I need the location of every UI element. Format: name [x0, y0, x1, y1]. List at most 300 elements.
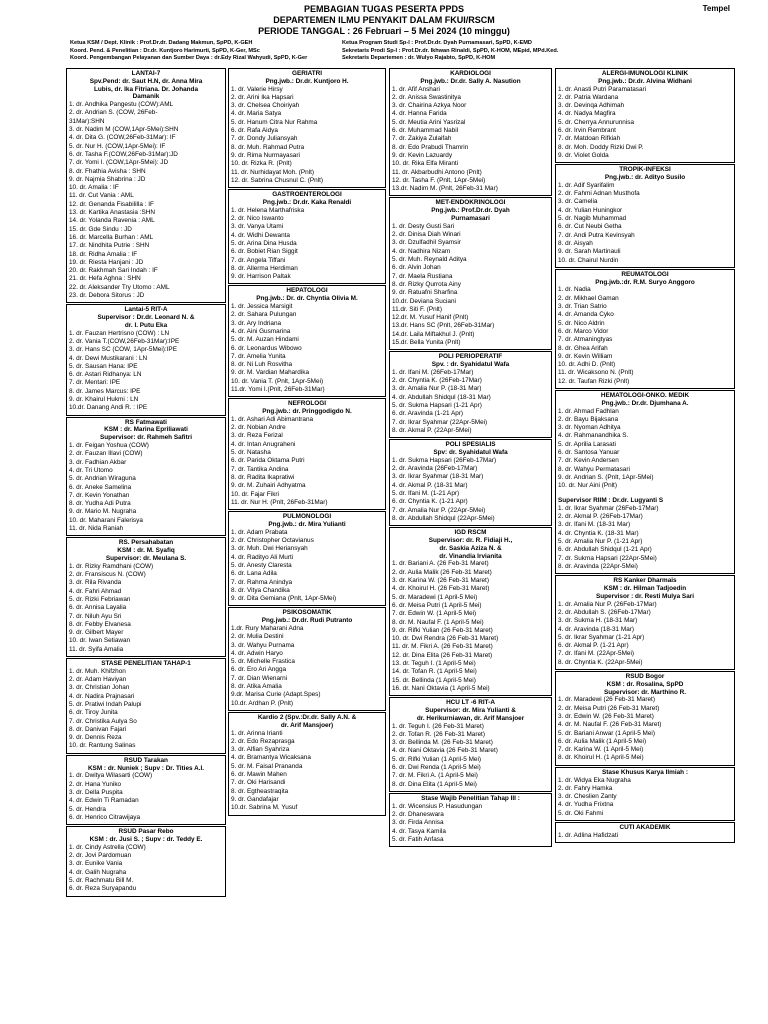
- participant-item: 1. dr. Sukma Hapsari (26Feb-17Mar): [392, 456, 497, 464]
- section-supervisor: dr. Saskia Aziza N. &: [439, 544, 502, 552]
- participant-item: 9. dr. Rima Nurmayasari: [231, 151, 300, 159]
- participant-item: 10.dr. Deviana Suciani: [392, 297, 456, 305]
- participant-item: 5. dr. Nagib Muhammad: [558, 215, 627, 223]
- participant-item: 10. dr. Adhi D. (Pnlt): [558, 361, 616, 369]
- participant-item: 9. dr. Dita Gemiana (Pnlt, 1Apr-5Mei): [231, 595, 337, 603]
- participant-item: 5. dr. Muh. Reynald Aditya: [392, 256, 467, 264]
- participant-item: 9. dr. M. Vardian Mahardika: [231, 369, 310, 377]
- participant-item: 9. dr. Sarah Martinauli: [558, 248, 621, 256]
- participant-item: 3. dr. Nadim M (COW,1Apr-5Mei):SHN: [69, 126, 179, 134]
- participant-item: 1. dr. Ashari Adi Abimantrana: [231, 415, 314, 423]
- participant-item: 6. dr. Tiroy Junita: [69, 709, 118, 717]
- participant-item: 2. dr. Chyntia K. (26Feb-17Mar): [392, 377, 482, 385]
- participant-item: 9. dr. M. Zuhairi Adhyatma: [231, 482, 306, 490]
- participant-item: 8. dr. Moh. Doddy Rizki Dwi P.: [558, 143, 644, 151]
- participant-item: 13. dr. Teguh I. (1 April-5 Mei): [392, 659, 476, 667]
- section-title: RSUD Pasar Rebo: [118, 828, 174, 836]
- participant-item: 3. dr. Sukma H. (18-31 Mar): [558, 617, 638, 625]
- participant-item: 8. dr. Aisyah: [558, 239, 593, 247]
- rotation-section: [228, 398, 386, 510]
- staff-info-cell: Sekretaris Departemen : dr. Wulyo Rajabto, SpPD, K-HOM: [342, 55, 496, 62]
- section-title: RSUD Bogor: [625, 672, 665, 680]
- staff-info-row: [70, 40, 750, 48]
- participant-item: 6. dr. Abdullah Shidqul (1-21 Apr): [558, 546, 652, 554]
- participant-item: 6. dr. Meisa Putri (1 April-5 Mei): [392, 601, 482, 609]
- document-header: [0, 4, 768, 37]
- participant-item: 1. dr. Valerie Hirsy: [231, 85, 283, 93]
- participant-item: 2. dr. Bayu Bijaksana: [558, 415, 619, 423]
- column-4: [555, 68, 735, 844]
- section-title: REUMATOLOGI: [621, 270, 669, 278]
- participant-item: 3. dr. Bellinda M. (26 Feb-31 Maret): [392, 739, 493, 747]
- participant-item: 16. dr. Nani Oktavia (1 April-5 Mei): [392, 684, 490, 692]
- participant-item: 7. dr. Christika Aulya So: [69, 717, 137, 725]
- participant-item: 14. dr. Yolanda Ravenia : AML: [69, 217, 155, 225]
- participant-item: 10. dr. Nur Aini (Pnlt): [558, 482, 617, 490]
- section-supervisor: dr. I. Putu Eka: [124, 321, 168, 329]
- section-supervisor: Supervisor: dr. Mira Yulianti &: [425, 706, 516, 714]
- participant-item: 3. dr. Chairina Azkya Noor: [392, 102, 467, 110]
- participant-item: 4. dr. Nadya Magfira: [558, 110, 616, 118]
- participant-item: 4. dr. Yulian Huningkor: [558, 206, 623, 214]
- section-title: Stase Wajib Penelitian Tahap III :: [421, 794, 520, 802]
- participant-item: 2. dr. Dinisa Diah Winari: [392, 231, 461, 239]
- participant-item: 2. dr. Fahry Hamka: [558, 784, 613, 792]
- participant-item: 3. dr. Reza Ferizal: [231, 432, 283, 440]
- participant-item: 5. dr. Amalia Nur P. (1-21 Apr): [558, 538, 643, 546]
- participant-item: 3. dr. Amalia Nur P. (18-31 Mar): [392, 385, 482, 393]
- section-title: RSUD Tarakan: [124, 756, 168, 764]
- participant-item: 6. dr. Leonardus Wibowo: [231, 344, 302, 352]
- participant-item: 9. dr. Harrison Paltak: [231, 273, 291, 281]
- participant-item: 9. dr. Gilbert Mayer: [69, 629, 124, 637]
- participant-item: 3. dr. Muh. Dwi Heriansyah: [231, 545, 308, 553]
- participant-item: 7. dr. Karina W. (1 April-5 Mei): [558, 746, 644, 754]
- participant-item: 3. dr. Edwin W. (26 Feb-31 Maret): [558, 712, 654, 720]
- staff-info: [70, 40, 750, 63]
- participant-item: 8. dr. Allerma Herdiman: [231, 264, 298, 272]
- participant-item: 10.dr. Ardhan P. (Pnlt): [231, 699, 294, 707]
- participant-item: 8. dr. Vitya Chandika: [231, 586, 290, 594]
- section-supervisor: Supervisor : dr. Resti Mulya Sari: [595, 592, 695, 600]
- participant-item: 2. dr. Edo Rezaprasga: [231, 737, 295, 745]
- participant-item: 5. dr. Natasha: [231, 449, 271, 457]
- section-supervisor: Purnamasari: [451, 215, 490, 223]
- participant-item: 6. dr. Akmal P. (1-21 Apr): [558, 642, 629, 650]
- section-supervisor: KSM : dr. Nuniek ; Supv : Dr. Tities A.I.: [87, 764, 205, 772]
- participant-item: 1. dr. Anasti Putri Paramatasari: [558, 85, 647, 93]
- participant-item: 7. dr. Zakiya Zulaifah: [392, 135, 452, 143]
- staff-info-row: [70, 48, 750, 56]
- participant-item: 3. dr. Rila Rivanda: [69, 579, 122, 587]
- participant-item: 6. dr. Marco Vidor: [558, 327, 609, 335]
- section-supervisor: KSM : dr. Hilman Tadjoedin: [603, 585, 687, 593]
- participant-item: 6. dr. Muhammad Nabil: [392, 127, 459, 135]
- participant-item: 7. dr. Oki Harisandi: [231, 779, 286, 787]
- participant-item: 9. dr. Najmia Shabrina : JD: [69, 175, 146, 183]
- participant-item: 9. dr. Violet Golda: [558, 151, 609, 159]
- participant-item: 9. dr. Kevin Lazuardy: [392, 151, 453, 159]
- participant-item: 2. dr. Vania T.(COW,26Feb-31Mar):IPE: [69, 338, 180, 345]
- participant-item: 7. dr. Amalia Nur P. (22Apr-5Mei): [392, 506, 486, 514]
- participant-item: 9. dr. Ratuafni Sharfina: [392, 289, 458, 297]
- section-title: NEFROLOGI: [288, 400, 326, 408]
- participant-item: 4. dr. Dewi Mustikarani : LN: [69, 354, 148, 362]
- participant-item: 1. dr. Maradewi (26 Feb-31 Maret): [558, 696, 655, 704]
- participant-item: 11. dr. Syifa Amalia: [69, 645, 124, 653]
- participant-item: 9. dr. Mario M. Nugraha: [69, 508, 137, 516]
- participant-item: 10. dr. Vania T. (Pnlt, 1Apr-5Mei): [231, 377, 324, 385]
- participant-item: 11.dr. Yomi I.(Pnlt, 26Feb-31Mar): [231, 385, 325, 393]
- participant-item: 12. dr. Taufan Rizki (Pnlt): [558, 377, 630, 385]
- participant-item: 11. dr. Cut Vania : AML: [69, 192, 134, 200]
- participant-item: 1. dr. Adlina Hafidzati: [558, 831, 619, 839]
- section-supervisor: Png.jwb.: dr. Adityo Susilo: [604, 174, 686, 182]
- participant-item: 2. dr. Aulia Malik (26 Feb-31 Maret): [392, 568, 492, 576]
- rotation-section: [228, 511, 386, 606]
- participant-item: 7. dr. Mentari: IPE: [69, 379, 121, 387]
- participant-item: 6. dr. Santosa Yanuar: [558, 449, 620, 457]
- column-2: [228, 68, 386, 817]
- section-supervisor: KSM : dr. Rosalina, SpPD: [606, 680, 684, 688]
- rotation-section: [389, 351, 552, 438]
- participant-item: 8. dr. Ghea Arifah: [558, 344, 608, 352]
- participant-item: 3. dr. Fadhian Akbar: [69, 458, 127, 466]
- participant-item: 3. dr. Nyoman Adhitya: [558, 424, 621, 432]
- participant-item: 1. dr. Cindy Astrella (COW): [69, 843, 146, 851]
- section-supervisor: Supervisor: dr. Marthino R.: [603, 688, 687, 696]
- participant-item: 4. dr. Yudha Frixtna: [558, 801, 614, 809]
- participant-item: 5. dr. Meutia Arini Yasrizal: [392, 118, 466, 126]
- participant-item: 10. dr. Rizka R. (Pnlt): [231, 160, 292, 168]
- section-supervisor: Png.jwb.: dr. Pringgodigdo N.: [262, 408, 352, 416]
- section-supervisor: Png.jwb.: Dr.dr. Djumhana A.: [601, 399, 689, 407]
- participant-item: 4. dr. Widhi Dewanta: [231, 231, 290, 239]
- participant-item: 9. dr. Khairul Hukmi : LN: [69, 396, 139, 404]
- participant-item: 1. dr. Helena Marthafriska: [231, 206, 305, 214]
- participant-item: 10.dr. Sabrina M. Yusuf: [231, 804, 298, 812]
- participant-item: 5. dr. Maradewi (1 April-5 Mei): [392, 593, 478, 601]
- participant-item: 3. dr. Ary Indriana: [231, 319, 282, 327]
- participant-item: 2. dr. Abdullah S. (26Feb-17Mar): [558, 608, 651, 616]
- participant-item: 5. dr. Michelle Frastica: [231, 658, 295, 666]
- section-title: KARDIOLOGI: [450, 70, 491, 77]
- participant-item: 4. dr. Chyntia K. (18-31 Mar): [558, 529, 639, 537]
- participant-item: 8. dr. Dina Elita (1 April-5 Mei): [392, 780, 477, 788]
- section-title: IGD RSCM: [454, 529, 487, 537]
- participant-item: 6. dr. Reza Suryapandu: [69, 885, 137, 893]
- participant-item: 2. dr. Tofan R. (26 Feb-31 Maret): [392, 730, 485, 738]
- section-title: GASTROENTEROLOGI: [272, 191, 342, 199]
- participant-item: 4. dr. Aini Gusmarina: [231, 327, 291, 335]
- section-title: MET-ENDOKRINOLOGI: [435, 199, 506, 207]
- participant-item: 6. dr. Irvin Rembrant: [558, 127, 616, 135]
- participant-item: 7. dr. Kevin Andersen: [558, 457, 619, 465]
- tempel-label: Tempel: [702, 4, 730, 13]
- participant-item: 5. dr. Bariani Anwar (1 April-5 Mei): [558, 729, 655, 737]
- participant-item: 5. dr. Rachmatu Bill M.: [69, 876, 134, 884]
- participant-item: 1. dr. Afif Anshari: [392, 85, 440, 93]
- section-supervisor: Supervisor: dr. Meulana S.: [105, 554, 187, 562]
- participant-item: 8. dr. Rizky Qurrota Ainy: [392, 280, 461, 288]
- participant-item: 7. dr. Sukma Hapsari (22Apr-5Mei): [558, 554, 657, 562]
- participant-item: 4. dr. Intan Anugraheni: [231, 440, 296, 448]
- participant-item: 10. dr. Iwan Setiawan: [69, 637, 131, 645]
- section-title: HCU LT -6 RIT-A: [446, 699, 495, 707]
- participant-item: 7. dr. Edwin W. (1 April-5 Mei): [392, 610, 477, 618]
- participant-item: 2. dr. Nobian Andre: [231, 424, 286, 432]
- participant-item: 10. dr. Rika Elfa Miranti: [392, 160, 459, 168]
- column-3: [389, 68, 552, 848]
- doc-title: PEMBAGIAN TUGAS PESERTA PPDS: [303, 4, 465, 14]
- participant-item: 4. dr. Khoirul H. (26 Feb-31 Maret): [392, 585, 490, 593]
- participant-item: 7. dr. Niluh Ayu Sri: [69, 612, 122, 620]
- participant-item: 8. dr. Akmal P. (22Apr-5Mei): [392, 426, 472, 434]
- participant-item: 6. dr. Chyntia K. (1-21 Apr): [392, 498, 468, 506]
- participant-item: 4. dr. Nani Oktavia (26 Feb-31 Maret): [392, 747, 498, 755]
- participant-item: 3. dr. Camelia: [558, 198, 598, 206]
- section-supervisor: Spv. : dr. Syahidatul Wafa: [431, 361, 510, 369]
- participant-item: 11. dr. Nurhidayat Moh. (Pnlt): [231, 168, 314, 176]
- rotation-section: [228, 68, 386, 188]
- participant-item: 7. dr. Matdoan Rifkiah: [558, 135, 621, 143]
- participant-item: 2. dr. Mulia Destini: [231, 633, 284, 641]
- section-title: RS Kanker Dharmais: [613, 577, 677, 585]
- participant-item: 1. dr. Nadia: [558, 286, 591, 294]
- staff-info-cell: Koord. Pend. & Penelitian : Dr.dr. Kuntjoro Harimurti, SpPD, K-Ger, MSc: [70, 47, 260, 54]
- participant-item: 13. dr. Kartika Anastasia :SHN: [69, 209, 155, 217]
- participant-item: 6. dr. Ero Ari Angga: [231, 666, 287, 674]
- participant-item: 6. dr. Mawin Mahen: [231, 771, 287, 779]
- participant-item: 8. dr. Edo Prabudi Thamrin: [392, 143, 469, 151]
- participant-item: 4. dr. Edwin Ti Ramadan: [69, 797, 139, 805]
- section-title: ALERGI-IMUNOLOGI KLINIK: [601, 70, 689, 77]
- participant-item: 5. dr. Nico Aldrin: [558, 319, 605, 327]
- rotation-section: [66, 68, 226, 303]
- participant-item: 9. dr. Dennis Reza: [69, 734, 122, 742]
- participant-item: 4. dr. Radityo Ali Murti: [231, 553, 294, 561]
- participant-item: 2. dr. Fauzan Illavi (COW): [69, 450, 143, 458]
- participant-item: 6. dr. Astari Ridhanya: LN: [69, 371, 142, 379]
- participant-item: 8. dr. Aravinda (22Apr-5Mei): [558, 562, 638, 570]
- participant-item: 1. dr. Jessica Marsigit: [231, 303, 293, 311]
- participant-item: 7. dr. Yomi I. (COW,1Apr-5Mei): JD: [69, 159, 169, 167]
- participant-item: 1. dr. Fauzan Hertrisno (COW) : LN: [69, 329, 170, 337]
- participant-item: 7. dr. Maela Rustiana: [392, 272, 453, 280]
- rotation-section: [389, 439, 552, 526]
- rotation-section: [228, 189, 386, 284]
- participant-item: 8. dr. Khoirul H. (1 April-5 Mei): [558, 754, 644, 762]
- participant-item: 1. dr. Widya Eka Nugraha: [558, 776, 631, 784]
- participant-item: 6. dr. Aravinda (1-21 Apr): [392, 410, 464, 418]
- participant-item: 2. dr. Akmal P. (26Feb-17Mar): [558, 513, 643, 521]
- section-supervisor: Supervisor: dr. R. Fidiaji H.,: [428, 537, 513, 545]
- rotation-section: [555, 269, 735, 389]
- section-title: CUTI AKADEMIK: [619, 824, 671, 832]
- period-title: PERIODE TANGGAL : 26 Februari – 5 Mei 2024 (10 minggu): [258, 26, 510, 36]
- participant-item: 3. dr. Ikrar Syahmar (18-31 Mar): [392, 473, 484, 481]
- participant-item: 11. dr. Nur H. (Pnlt, 26Feb-31Mar): [231, 498, 328, 506]
- participant-item: 5. dr. Pratiwi Indah Palupi: [69, 700, 142, 708]
- participant-item: 5. dr. M. Faisal Prananda: [231, 762, 303, 770]
- section-supervisor: Png.jwb.: dr. Mira Yulianti: [268, 520, 346, 528]
- section-title: TROPIK-INFEKSI: [619, 166, 671, 174]
- participant-item: 4. dr. Bramantya Wicaksana: [231, 754, 311, 762]
- participant-item: 10. dr. Rantung Salinas: [69, 742, 136, 750]
- participant-item: 11. dr. Nida Raniah: [69, 525, 124, 533]
- participant-item: 7. dr. Andi Putra Kevinsyah: [558, 231, 635, 239]
- participant-item: 8. dr. Wahyu Permatasari: [558, 465, 630, 473]
- participant-item: 6. dr. Rafa Aidya: [231, 127, 278, 135]
- participant-item: 17. dr. Nindhita Putrie : SHN: [69, 242, 150, 250]
- participant-item: 6. dr. Tasha F.(COW,26Feb-31Mar):JD: [69, 150, 178, 158]
- participant-item: 6. dr. Bobiet Rian Siggit: [231, 248, 298, 256]
- participant-item: 8. dr. Atika Amalia: [231, 683, 282, 691]
- participant-item: 14. dr. Tofan R. (1 April-5 Mei): [392, 668, 477, 676]
- participant-item: 8. dr. Danivan Fajari: [69, 725, 127, 733]
- rotation-section: [555, 767, 735, 821]
- participant-item: 8. dr. Muh. Rahmad Putra: [231, 143, 305, 151]
- participant-item: 6. dr. Henrico Citrawijaya: [69, 813, 141, 821]
- staff-info-cell: Koord. Pengembangan Pelayanan dan Sumber Daya : dr.Edy Rizal Wahyudi, SpPD, K-Ger: [70, 55, 308, 62]
- participant-item: 1. dr. Rizky Ramdhani (COW): [69, 562, 154, 570]
- section-supervisor: Png.jwb.:dr. R.M. Suryo Anggoro: [595, 278, 695, 286]
- rotation-section: [66, 537, 226, 657]
- rotation-section: [66, 826, 226, 896]
- participant-item: 1. dr. Dwitya Wilasarti (COW): [69, 772, 153, 780]
- section-supervisor: Spv: dr. Syahidatul Wafa: [433, 449, 508, 457]
- section-supervisor: Png.jwb.: Dr.dr. Rudi Putranto: [261, 617, 353, 625]
- staff-info-cell: Ketua Program Studi Sp-I : Prof.Dr.dr. Dyah Purnamasari, SpPD, K-EMD: [342, 40, 532, 46]
- section-supervisor: Png.jwb.: Prof.Dr.dr. Dyah: [431, 207, 510, 215]
- participant-item: 5. dr. Andrian Wiraguna: [69, 475, 136, 483]
- rotation-section: [555, 822, 735, 843]
- participant-item: 1. dr. Wicensius P. Hasudungan: [392, 802, 483, 810]
- participant-item: 2. dr. Sahara Pulungan: [231, 311, 297, 319]
- section-title: RS. Persahabatan: [118, 539, 174, 547]
- staff-info-row: [70, 55, 750, 63]
- participant-item: 2. dr. Adam Haviyan: [69, 676, 127, 684]
- participant-item: 3. dr. Eunike Vania: [69, 860, 123, 868]
- participant-item: 9. dr. Andrian S. (Pnlt, 1Apr-5Mei): [558, 473, 654, 481]
- rotation-section: [555, 390, 735, 574]
- participant-item: 2. dr. Christopher Octavianus: [231, 537, 314, 545]
- rotation-section: [389, 527, 552, 696]
- participant-item: 6. dr. Aneke Samelina: [69, 483, 132, 491]
- rotation-section: [66, 417, 226, 537]
- participant-item: 5. dr. Sukma Hapsari (1-21 Apr): [392, 402, 482, 410]
- participant-item: 2. dr. Mikhael Gaman: [558, 294, 619, 302]
- section-supervisor: Png.jwb.: Dr.dr. Sally A. Nasution: [420, 77, 521, 85]
- participant-item: 11.dr. Siti F. (Pnlt): [392, 305, 442, 313]
- participant-item: 3. dr. Alfian Syahriza: [231, 746, 290, 754]
- participant-item: 3. dr. Vanya Utami: [231, 223, 284, 231]
- participant-item: 9. dr. Rifki Yulian (26 Feb-31 Maret): [392, 626, 493, 634]
- section-title: LANTAI-7: [131, 70, 161, 77]
- participant-item: 8. dr. Egtheastraqita: [231, 787, 289, 795]
- rotation-section: [555, 671, 735, 766]
- participant-item: 15. dr. Gde Sindu : JD: [69, 225, 132, 233]
- section-supervisor: Png.jwb.: Dr.dr. Alvina Widhani: [598, 77, 692, 85]
- section-supervisor: Spv.Pend: dr. Saut H.N, dr. Anna Mira: [89, 77, 203, 85]
- participant-item: 1. dr. Ahmad Fadhlan: [558, 407, 619, 415]
- participant-item: 5. dr. Anesty Claresta: [231, 561, 292, 569]
- section-supervisor: Supervisor : Dr.dr. Leonard N. &: [97, 314, 195, 322]
- participant-item: 2. dr. Patria Wardana: [558, 93, 619, 101]
- participant-item: 3. dr. Cheslien Zanty: [558, 793, 617, 801]
- section-title: HEMATOLOGI-ONKO. MEDIK: [600, 391, 690, 399]
- participant-item: 5. dr. Rizki Febriawan: [69, 595, 131, 603]
- participant-item: 3. dr. Devinqa Adhimah: [558, 102, 625, 110]
- participant-item: 9. dr. Kevin William: [558, 352, 613, 360]
- participant-item: 7. dr. Ikrar Syahmar (22Apr-5Mei): [392, 418, 488, 426]
- section-supervisor: dr. Herikurniawan, dr. Arif Mansjoer: [416, 714, 525, 722]
- participant-item: 6. dr. Cut Neubi Getha: [558, 223, 622, 231]
- rotation-section: [555, 164, 735, 268]
- rotation-section: [389, 697, 552, 792]
- participant-item: 3. dr. Ifani M. (18-31 Mar): [558, 521, 631, 529]
- rotation-section: [66, 658, 226, 754]
- participant-item: 12. dr. Tasha F. (Pnlt, 1Apr-5Mei): [392, 176, 486, 184]
- participant-item: 23. dr. Debora Sitorus : JD: [69, 292, 145, 300]
- participant-item: 1. dr. Ifani M. (26Feb-17Mar): [392, 368, 474, 376]
- participant-item: 1. dr. Ikrar Syahmar (26Feb-17Mar): [558, 504, 659, 512]
- participant-item: 7. dr. Ifani M. (22Apr-5Mei): [558, 650, 635, 658]
- participant-item: 6. dr. Dwi Renda (1 April-5 Mei): [392, 764, 481, 772]
- section-supervisor: KSM : dr. Jusi S. ; Supv : dr. Teddy E.: [89, 835, 203, 843]
- participant-item: 4. dr. Rahmanandhika S.: [558, 432, 629, 440]
- section-supervisor: KSM : dr. Marina Epriliawati: [104, 426, 188, 434]
- section-title: PSIKOSOMATIK: [282, 609, 332, 617]
- section-supervisor: Png.jwb.: Dr.dr. Kaka Renaldi: [262, 198, 352, 206]
- participant-item: 10. dr. Amalia : IF: [69, 184, 119, 192]
- section-title: STASE PENELITIAN TAHAP-1: [101, 659, 191, 667]
- participant-item: 6. dr. Annisa Layalia: [69, 604, 127, 612]
- participant-item: 2. dr. Aravinda (26Feb-17Mar): [392, 465, 478, 473]
- participant-item: 3. dr. Dzulfadhil Syamsir: [392, 239, 461, 247]
- participant-item: 7. dr. Angela Tiffani: [231, 256, 286, 264]
- participant-item: 2. dr. Anissa Swastinitya: [392, 93, 461, 101]
- section-supervisor: dr. Arif Mansjoer): [280, 721, 334, 729]
- section-title: POLI SPESIALIS: [445, 441, 496, 449]
- participant-item: 1. dr. Andhika Pangestu (COW):AML: [69, 101, 174, 109]
- participant-item: 5. dr. Cherrya Annurunnisa: [558, 118, 635, 126]
- participant-item: 5. dr. Aprilia Larasati: [558, 440, 616, 448]
- participant-item: 31Mar):SHN: [69, 117, 105, 125]
- participant-item: 4. dr. Dita G. (COW,26Feb-31Mar): IF: [69, 134, 176, 142]
- participant-item: 1. dr. Muh. Khifzhon: [69, 667, 126, 675]
- rotation-section: [66, 304, 226, 415]
- participant-item: 3. dr. Christian Johan: [69, 684, 130, 692]
- participant-item: 1. dr. Feigan Yoshua (COW): [69, 442, 149, 450]
- participant-item: 20. dr. Rakhmah Sari Indah : IF: [69, 267, 158, 275]
- participant-item: 5. dr. Hendra: [69, 805, 106, 813]
- participant-item: 8. dr. Ni Luh Rosvitha: [231, 361, 293, 369]
- participant-item: 4. dr. Maria Satya: [231, 110, 282, 118]
- participant-item: 5. dr. Ifani M. (1-21 Apr): [392, 490, 460, 498]
- participant-item: 11. dr. Wicaksono N. (Pnlt): [558, 369, 634, 377]
- participant-item: 2. dr. Hana Yuniko: [69, 780, 122, 788]
- section-supervisor: Lubis, dr. Ika Fitriana. Dr. Johanda: [93, 85, 199, 93]
- participant-item: 14.dr. Laila Miftakhul J. (Pnlt): [392, 330, 475, 338]
- participant-item: 1. dr. Adif Syarifalim: [558, 181, 615, 189]
- participant-item: 18. dr. Ridha Amalia : IF: [69, 250, 138, 258]
- rotation-section: [389, 197, 552, 350]
- participant-item: 7. dr. Kevin Yonathan: [69, 491, 130, 499]
- participant-item: 8. dr. Yudha Adi Putra: [69, 500, 131, 508]
- participant-item: 4. dr. Aravinda (18-31 Mar): [558, 625, 635, 633]
- participant-item: 4. dr. Tasya Kamila: [392, 827, 446, 835]
